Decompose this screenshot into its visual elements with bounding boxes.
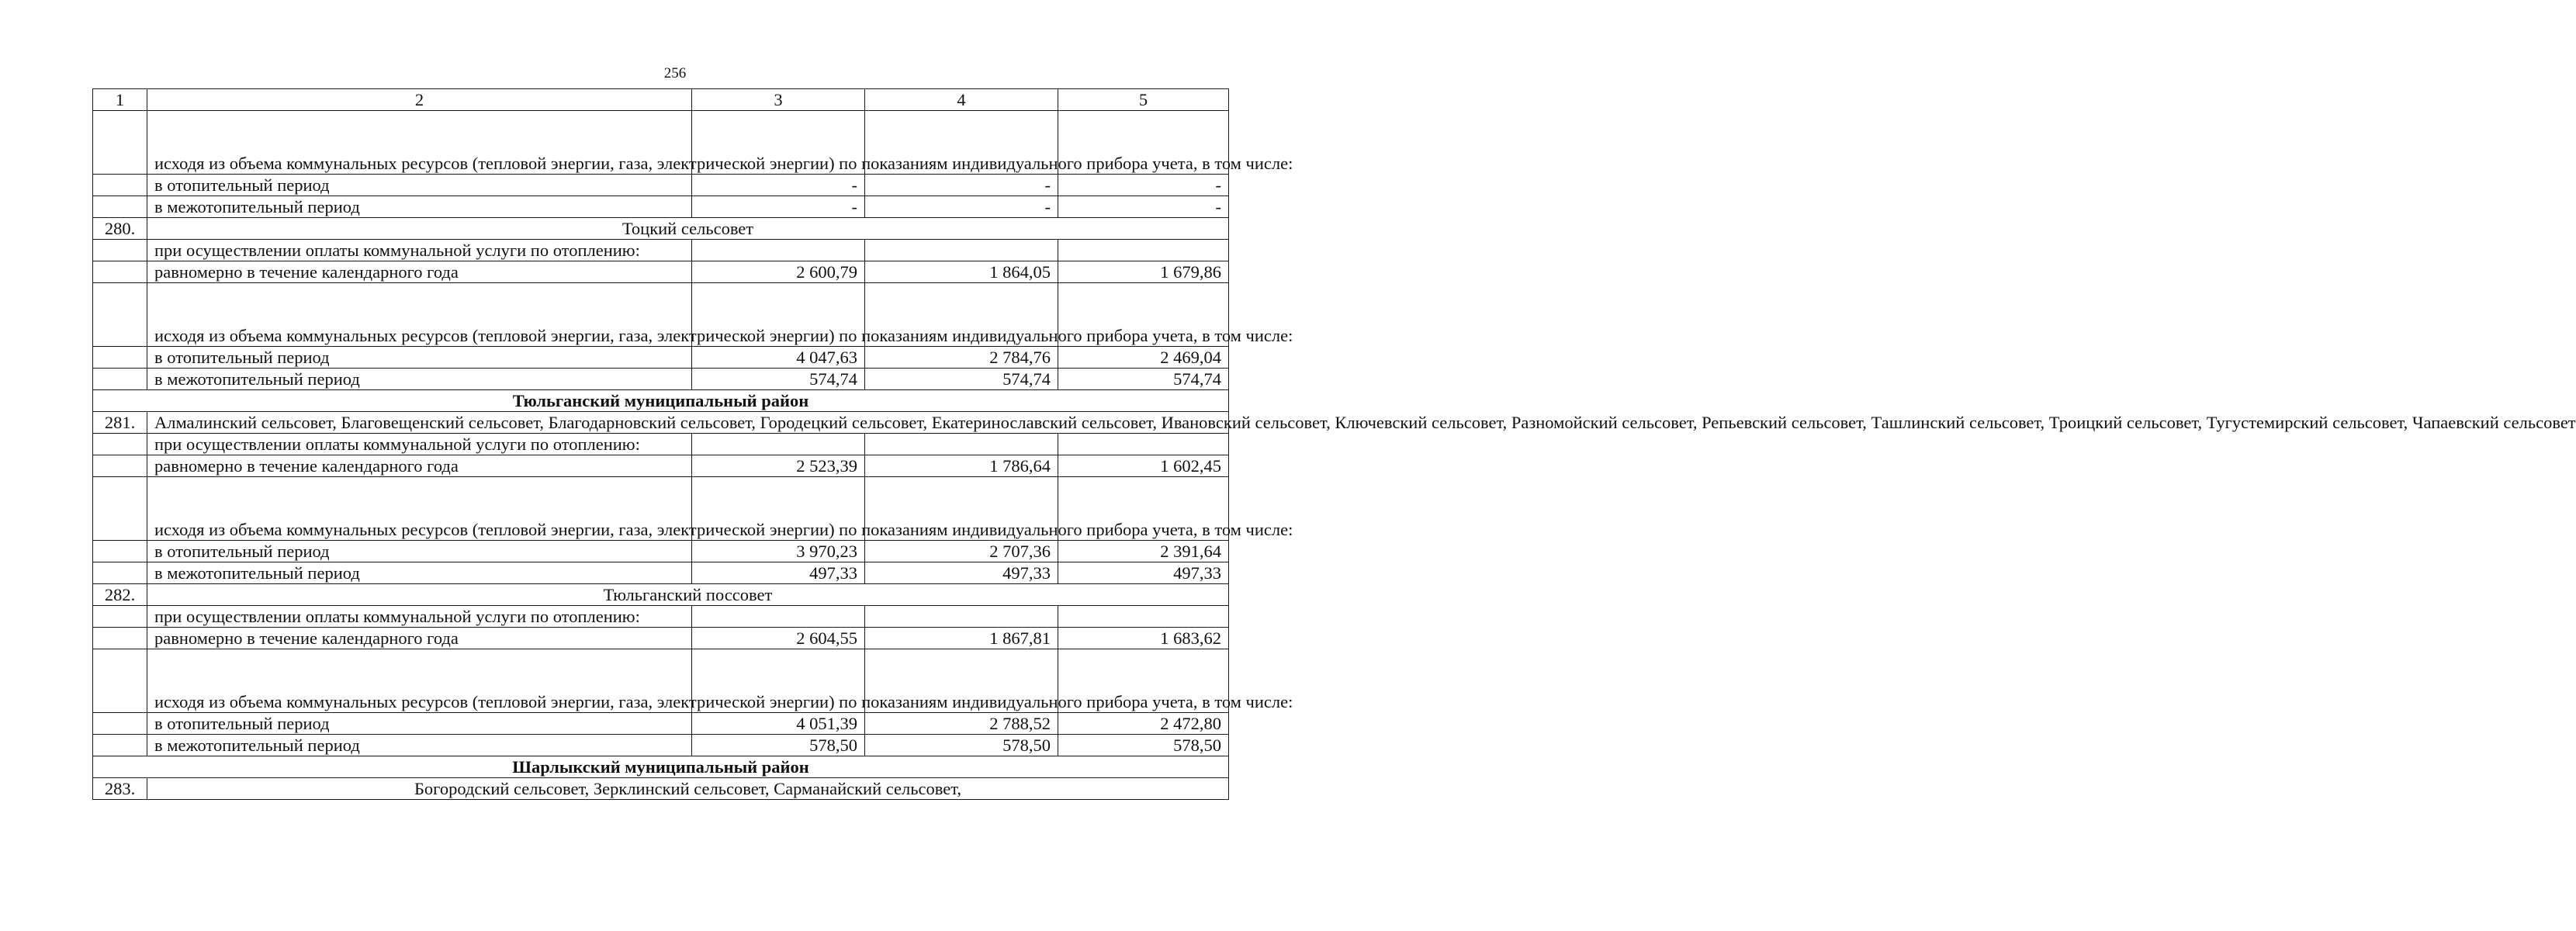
value-col-3: 4 047,63	[692, 347, 865, 369]
value-col-5: 578,50	[1058, 735, 1229, 756]
table-row	[93, 175, 1229, 196]
section-row	[93, 218, 1229, 240]
value-col-3: 3 970,23	[692, 541, 865, 562]
page-number: 256	[663, 65, 687, 81]
value-col-4	[865, 434, 1058, 455]
table-row	[93, 347, 1229, 369]
row-number-cell	[93, 261, 147, 283]
row-number-cell	[93, 283, 147, 347]
row-number-cell	[93, 455, 147, 477]
value-col-5	[1058, 240, 1229, 261]
value-col-3: 4 051,39	[692, 713, 865, 735]
row-number-cell	[93, 196, 147, 218]
value-col-3	[692, 240, 865, 261]
value-col-3: 578,50	[692, 735, 865, 756]
section-title: Алмалинский сельсовет, Благовещенский сельсовет, Благодарновский сельсовет, Городецкий сельсовет, Екатеринославский сельсовет, Ивановский сельсовет, Ключевский сельсовет, Разномойский сельсовет, Репьевский сельсовет, Ташлинский сельсовет, Троицкий сельсовет, Тугустемирский сельсовет, Чапаевский сельсовет	[147, 412, 1229, 434]
value-col-5: 1 683,62	[1058, 628, 1229, 649]
table-row	[93, 283, 1229, 347]
value-col-4: -	[865, 196, 1058, 218]
value-col-5: 1 602,45	[1058, 455, 1229, 477]
value-col-4	[865, 606, 1058, 628]
row-label: в межотопительный период	[147, 562, 692, 584]
table-row	[93, 369, 1229, 390]
tariff-table	[92, 88, 2576, 800]
value-col-4: 497,33	[865, 562, 1058, 584]
row-number-cell	[93, 735, 147, 756]
row-label: в межотопительный период	[147, 735, 692, 756]
value-col-3: -	[692, 175, 865, 196]
row-label: в межотопительный период	[147, 369, 692, 390]
table-row	[93, 649, 1229, 713]
value-col-5: 2 469,04	[1058, 347, 1229, 369]
table-row	[93, 628, 1229, 649]
value-col-5: 497,33	[1058, 562, 1229, 584]
section-number: 283.	[93, 778, 147, 800]
row-label: в отопительный период	[147, 713, 692, 735]
header-cell-5: 5	[1058, 89, 1229, 111]
table-row	[93, 240, 1229, 261]
value-col-3: -	[692, 196, 865, 218]
region-row	[93, 756, 1229, 778]
row-number-cell	[93, 628, 147, 649]
value-col-5	[1058, 434, 1229, 455]
value-col-4: 2 707,36	[865, 541, 1058, 562]
value-col-3: 2 604,55	[692, 628, 865, 649]
table-row	[93, 477, 1229, 541]
row-label: в отопительный период	[147, 175, 692, 196]
column-number-header	[93, 89, 1229, 111]
row-number-cell	[93, 541, 147, 562]
value-col-5: 574,74	[1058, 369, 1229, 390]
table-row	[93, 562, 1229, 584]
value-col-4: 574,74	[865, 369, 1058, 390]
header-cell-3: 3	[692, 89, 865, 111]
section-title: Тюльганский поссовет	[147, 584, 1229, 606]
row-label: исходя из объема коммунальных ресурсов (тепловой энергии, газа, электрической энергии) по показаниям индивидуального прибора учета, в том числе:	[147, 649, 692, 713]
header-cell-2: 2	[147, 89, 692, 111]
table-row	[93, 606, 1229, 628]
table-row	[93, 735, 1229, 756]
section-number: 280.	[93, 218, 147, 240]
value-col-4: 2 788,52	[865, 713, 1058, 735]
row-number-cell	[93, 477, 147, 541]
section-title: Тоцкий сельсовет	[147, 218, 1229, 240]
row-number-cell	[93, 240, 147, 261]
value-col-4: 1 786,64	[865, 455, 1058, 477]
row-label: в отопительный период	[147, 347, 692, 369]
table-row	[93, 434, 1229, 455]
value-col-4: 1 864,05	[865, 261, 1058, 283]
value-col-5: -	[1058, 196, 1229, 218]
row-number-cell	[93, 606, 147, 628]
value-col-5: 2 472,80	[1058, 713, 1229, 735]
row-number-cell	[93, 347, 147, 369]
value-col-5	[1058, 606, 1229, 628]
section-row	[93, 778, 1229, 800]
value-col-4: -	[865, 175, 1058, 196]
value-col-5: 2 391,64	[1058, 541, 1229, 562]
header-cell-4: 4	[865, 89, 1058, 111]
value-col-3	[692, 434, 865, 455]
row-label: при осуществлении оплаты коммунальной услуги по отоплению:	[147, 240, 692, 261]
region-title: Тюльганский муниципальный район	[93, 390, 1229, 412]
table-row	[93, 713, 1229, 735]
row-number-cell	[93, 649, 147, 713]
row-label: исходя из объема коммунальных ресурсов (тепловой энергии, газа, электрической энергии) по показаниям индивидуального прибора учета, в том числе:	[147, 283, 692, 347]
row-label: исходя из объема коммунальных ресурсов (тепловой энергии, газа, электрической энергии) по показаниям индивидуального прибора учета, в том числе:	[147, 111, 692, 175]
row-number-cell	[93, 175, 147, 196]
section-number: 282.	[93, 584, 147, 606]
row-label: равномерно в течение календарного года	[147, 628, 692, 649]
value-col-3: 2 600,79	[692, 261, 865, 283]
table-row	[93, 261, 1229, 283]
table-row	[93, 196, 1229, 218]
row-label: в межотопительный период	[147, 196, 692, 218]
value-col-3: 2 523,39	[692, 455, 865, 477]
row-number-cell	[93, 713, 147, 735]
row-number-cell	[93, 369, 147, 390]
value-col-3: 497,33	[692, 562, 865, 584]
section-title: Богородский сельсовет, Зерклинский сельсовет, Сарманайский сельсовет,	[147, 778, 1229, 800]
region-row	[93, 390, 1229, 412]
value-col-5: 1 679,86	[1058, 261, 1229, 283]
row-number-cell	[93, 434, 147, 455]
value-col-4: 1 867,81	[865, 628, 1058, 649]
value-col-5: -	[1058, 175, 1229, 196]
value-col-4: 2 784,76	[865, 347, 1058, 369]
section-row	[93, 584, 1229, 606]
row-label: исходя из объема коммунальных ресурсов (тепловой энергии, газа, электрической энергии) по показаниям индивидуального прибора учета, в том числе:	[147, 477, 692, 541]
row-label: в отопительный период	[147, 541, 692, 562]
header-cell-1: 1	[93, 89, 147, 111]
region-title: Шарлыкский муниципальный район	[93, 756, 1229, 778]
table-row	[93, 111, 1229, 175]
row-number-cell	[93, 562, 147, 584]
value-col-4	[865, 240, 1058, 261]
value-col-4: 578,50	[865, 735, 1058, 756]
table-row	[93, 541, 1229, 562]
row-label: при осуществлении оплаты коммунальной услуги по отоплению:	[147, 606, 692, 628]
section-number: 281.	[93, 412, 147, 434]
value-col-3	[692, 606, 865, 628]
row-number-cell	[93, 111, 147, 175]
table-row	[93, 455, 1229, 477]
row-label: равномерно в течение календарного года	[147, 455, 692, 477]
row-label: при осуществлении оплаты коммунальной услуги по отоплению:	[147, 434, 692, 455]
value-col-3: 574,74	[692, 369, 865, 390]
row-label: равномерно в течение календарного года	[147, 261, 692, 283]
section-row	[93, 412, 1229, 434]
